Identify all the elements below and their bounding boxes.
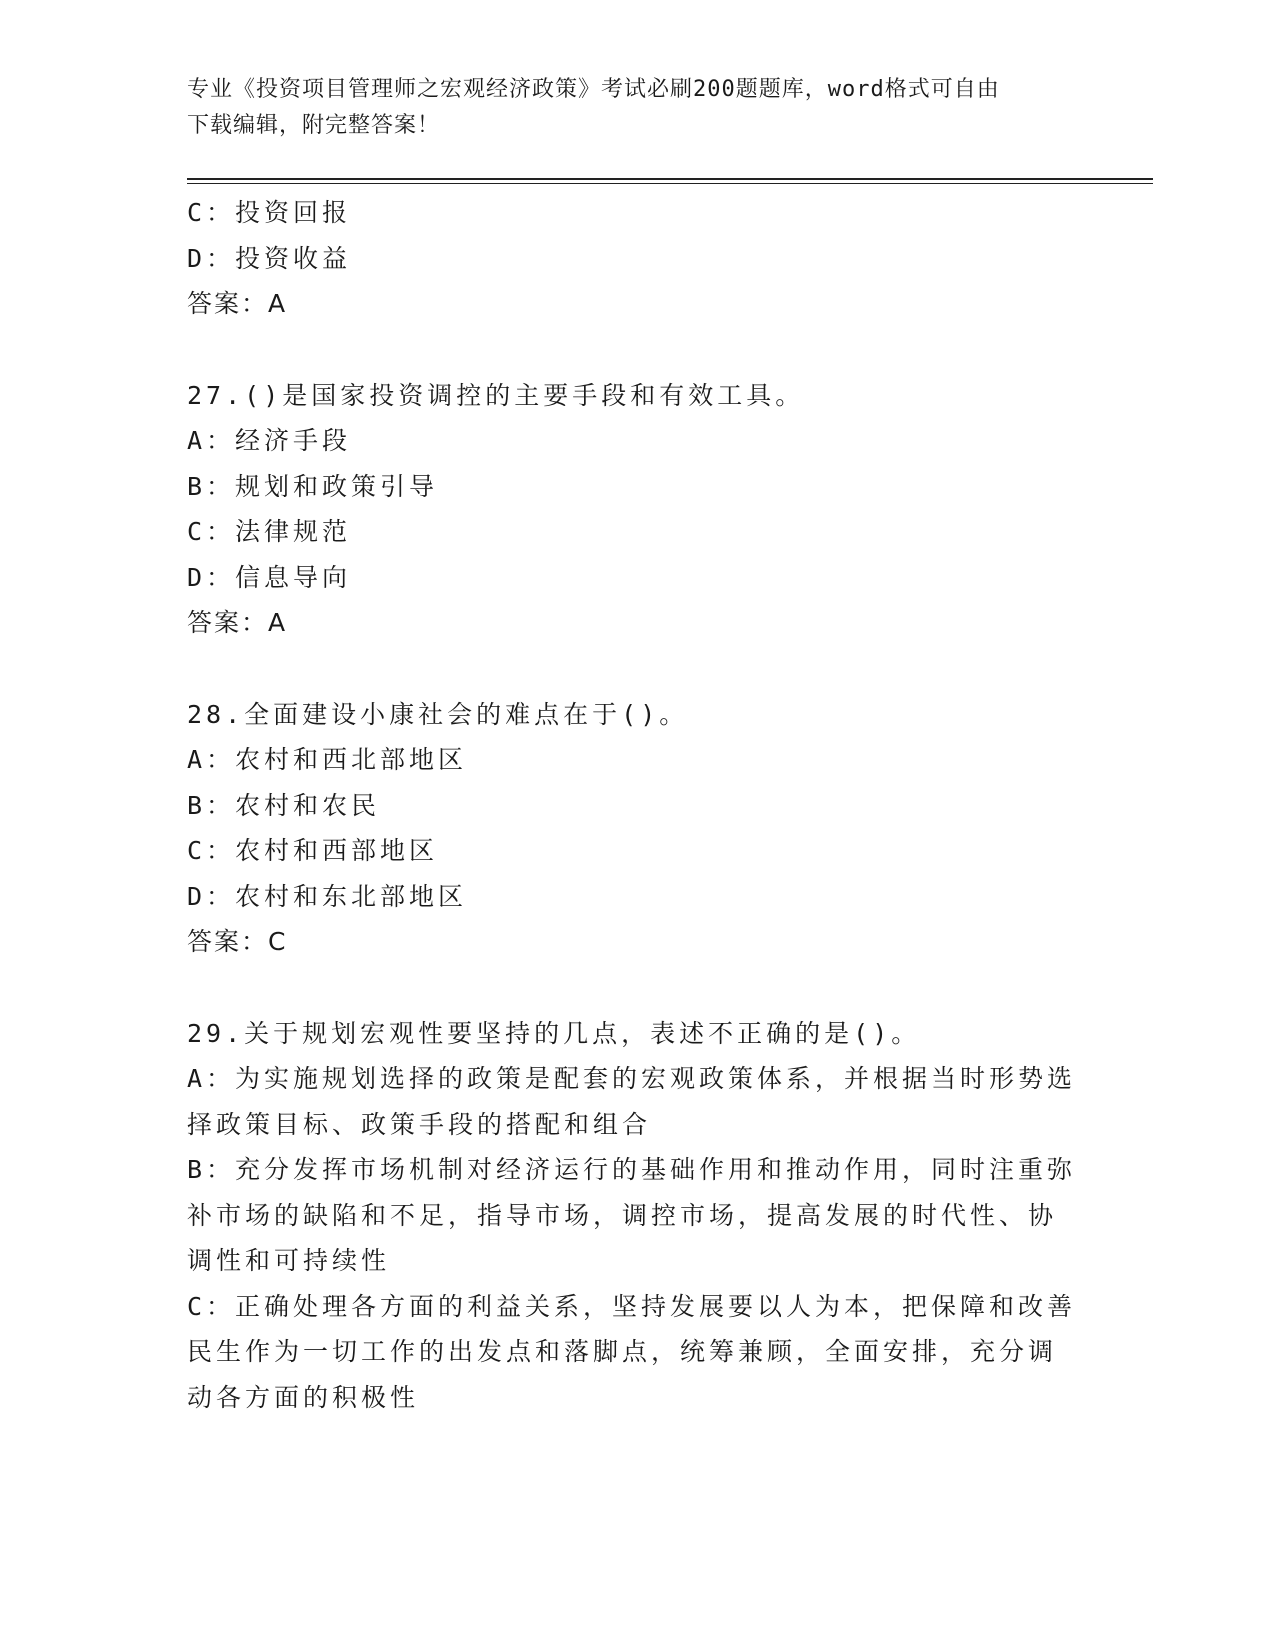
option-b: B：规划和政策引导 [187,471,439,501]
prev-question-tail [187,190,1087,327]
option-c-line-1: C：正确处理各方面的利益关系，坚持发展要以人为本，把保障和改善 [187,1291,1077,1321]
option-c: C：法律规范 [187,517,352,546]
option-b: B：农村和农民 [187,790,381,820]
answer-line: 答案：C [187,927,288,956]
question-stem: 29.关于规划宏观性要坚持的几点，表述不正确的是()。 [187,1018,921,1048]
option-b-line-1: B：充分发挥市场机制对经济运行的基础作用和推动作用，同时注重弥 [187,1155,1077,1184]
question-29 [187,1011,1087,1421]
option-a-line-1: A：为实施规划选择的政策是配套的宏观政策体系，并根据当时形势选 [187,1064,1077,1093]
option-a: A：农村和西北部地区 [187,745,468,774]
option-c-line-3: 动各方面的积极性 [187,1382,420,1412]
option-c: C：投资回报 [187,198,352,227]
header-line-1: 专业《投资项目管理师之宏观经济政策》考试必刷200题题库，word格式可自由 [187,77,1000,102]
answer-line: 答案：A [187,289,288,318]
question-stem: 28.全面建设小康社会的难点在于()。 [187,699,689,729]
question-content [187,190,1087,1420]
option-b-line-2: 补市场的缺陷和不足，指导市场，调控市场，提高发展的时代性、协 [187,1200,1058,1230]
option-d: D：农村和东北部地区 [187,881,468,911]
answer-line: 答案：A [187,608,288,637]
option-c-line-2: 民生作为一切工作的出发点和落脚点，统筹兼顾，全面安排，充分调 [187,1337,1058,1366]
option-b-line-3: 调性和可持续性 [187,1246,391,1275]
option-d: D：投资收益 [187,243,352,273]
header-rule-thin [187,183,1153,184]
option-c: C：农村和西部地区 [187,836,439,865]
option-d: D：信息导向 [187,562,352,592]
header-line-2: 下载编辑，附完整答案！ [187,113,441,138]
question-stem: 27.()是国家投资调控的主要手段和有效工具。 [187,380,805,410]
question-28 [187,692,1087,965]
document-header [187,72,1067,144]
option-a: A：经济手段 [187,426,352,455]
question-27 [187,373,1087,646]
header-rule-thick [187,178,1153,180]
option-a-line-2: 择政策目标、政策手段的搭配和组合 [187,1109,652,1139]
